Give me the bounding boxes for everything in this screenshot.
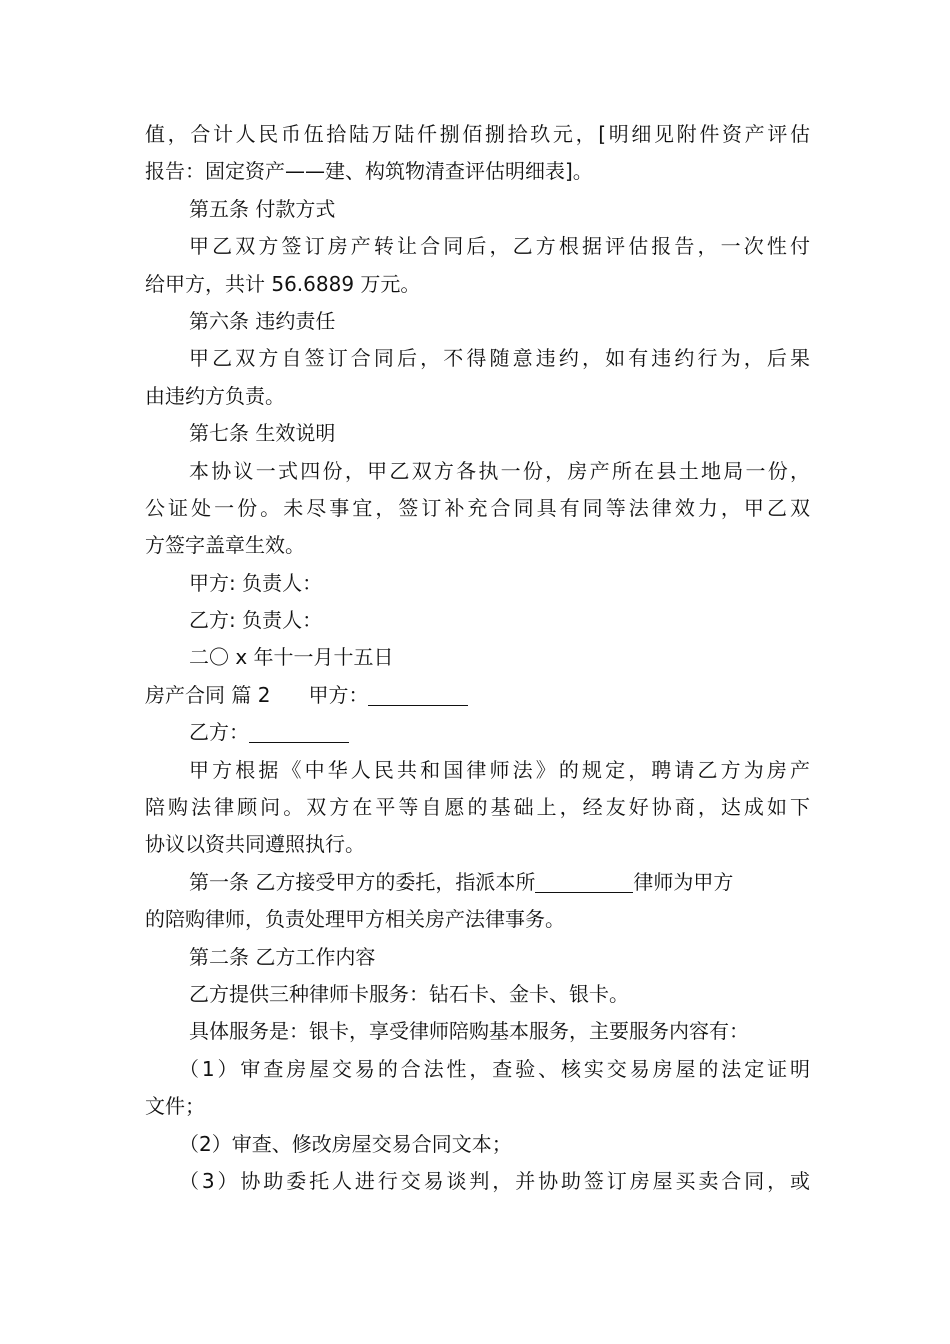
lawyer-name-blank	[535, 870, 633, 893]
article-1-line	[145, 864, 810, 901]
paragraph-line: 甲乙双方签订房产转让合同后，乙方根据评估报告，一次性付	[189, 234, 810, 259]
paragraph-line: 报告：固定资产——建、构筑物清查评估明细表]。	[145, 159, 593, 184]
paragraph-line: 协议以资共同遵照执行。	[145, 832, 365, 857]
list-item: （1）审查房屋交易的合法性，查验、核实交易房屋的法定证明	[179, 1056, 810, 1081]
paragraph-line: 由违约方负责。	[145, 383, 285, 408]
paragraph-line: 值，合计人民币伍拾陆万陆仟捌佰捌拾玖元，[明细见附件资产评估	[145, 122, 810, 146]
article-1-prefix: 第一条 乙方接受甲方的委托，指派本所	[189, 869, 536, 894]
article-7-heading: 第七条 生效说明	[189, 421, 336, 446]
party-a-label: 甲方：	[308, 682, 369, 707]
article-5-heading: 第五条 付款方式	[189, 196, 336, 221]
list-item-continuation: 文件；	[145, 1094, 205, 1119]
article-2-heading: 第二条 乙方工作内容	[189, 944, 376, 969]
document-date: 二〇 x 年十一月十五日	[189, 645, 394, 670]
party-b-signature-line: 乙方: 负责人：	[189, 608, 323, 633]
paragraph-line: 甲乙双方自签订合同后，不得随意违约，如有违约行为，后果	[189, 346, 810, 371]
party-a-blank	[368, 683, 468, 706]
paragraph-line: 具体服务是：银卡，享受律师陪购基本服务，主要服务内容有：	[189, 1019, 749, 1044]
article-1-suffix: 律师为甲方	[633, 869, 734, 894]
paragraph-line: 给甲方，共计 56.6889 万元。	[145, 271, 421, 296]
list-item: （2）审查、修改房屋交易合同文本；	[179, 1131, 512, 1156]
article-6-heading: 第六条 违约责任	[189, 308, 336, 333]
section-2-heading: 房产合同 篇 2	[145, 682, 271, 707]
party-a-signature-line: 甲方: 负责人：	[189, 570, 323, 595]
paragraph-line: 乙方提供三种律师卡服务：钻石卡、金卡、银卡。	[189, 981, 629, 1006]
list-item: （3）协助委托人进行交易谈判，并协助签订房屋买卖合同，或	[179, 1168, 810, 1193]
party-b-line	[145, 714, 810, 751]
party-b-label: 乙方：	[189, 720, 249, 745]
document-body	[145, 116, 810, 1200]
paragraph-line: 公证处一份。未尽事宜，签订补充合同具有同等法律效力，甲乙双	[145, 495, 810, 520]
section-2-header-line	[145, 677, 810, 714]
paragraph-line: 陪购法律顾问。双方在平等自愿的基础上，经友好协商，达成如下	[145, 795, 810, 820]
paragraph-line: 的陪购律师，负责处理甲方相关房产法律事务。	[145, 907, 565, 932]
paragraph-line: 甲方根据《中华人民共和国律师法》的规定，聘请乙方为房产	[189, 757, 810, 782]
party-b-blank	[249, 720, 349, 743]
paragraph-line: 本协议一式四份，甲乙双方各执一份，房产所在县土地局一份，	[189, 458, 810, 483]
paragraph-line: 方签字盖章生效。	[145, 533, 305, 558]
